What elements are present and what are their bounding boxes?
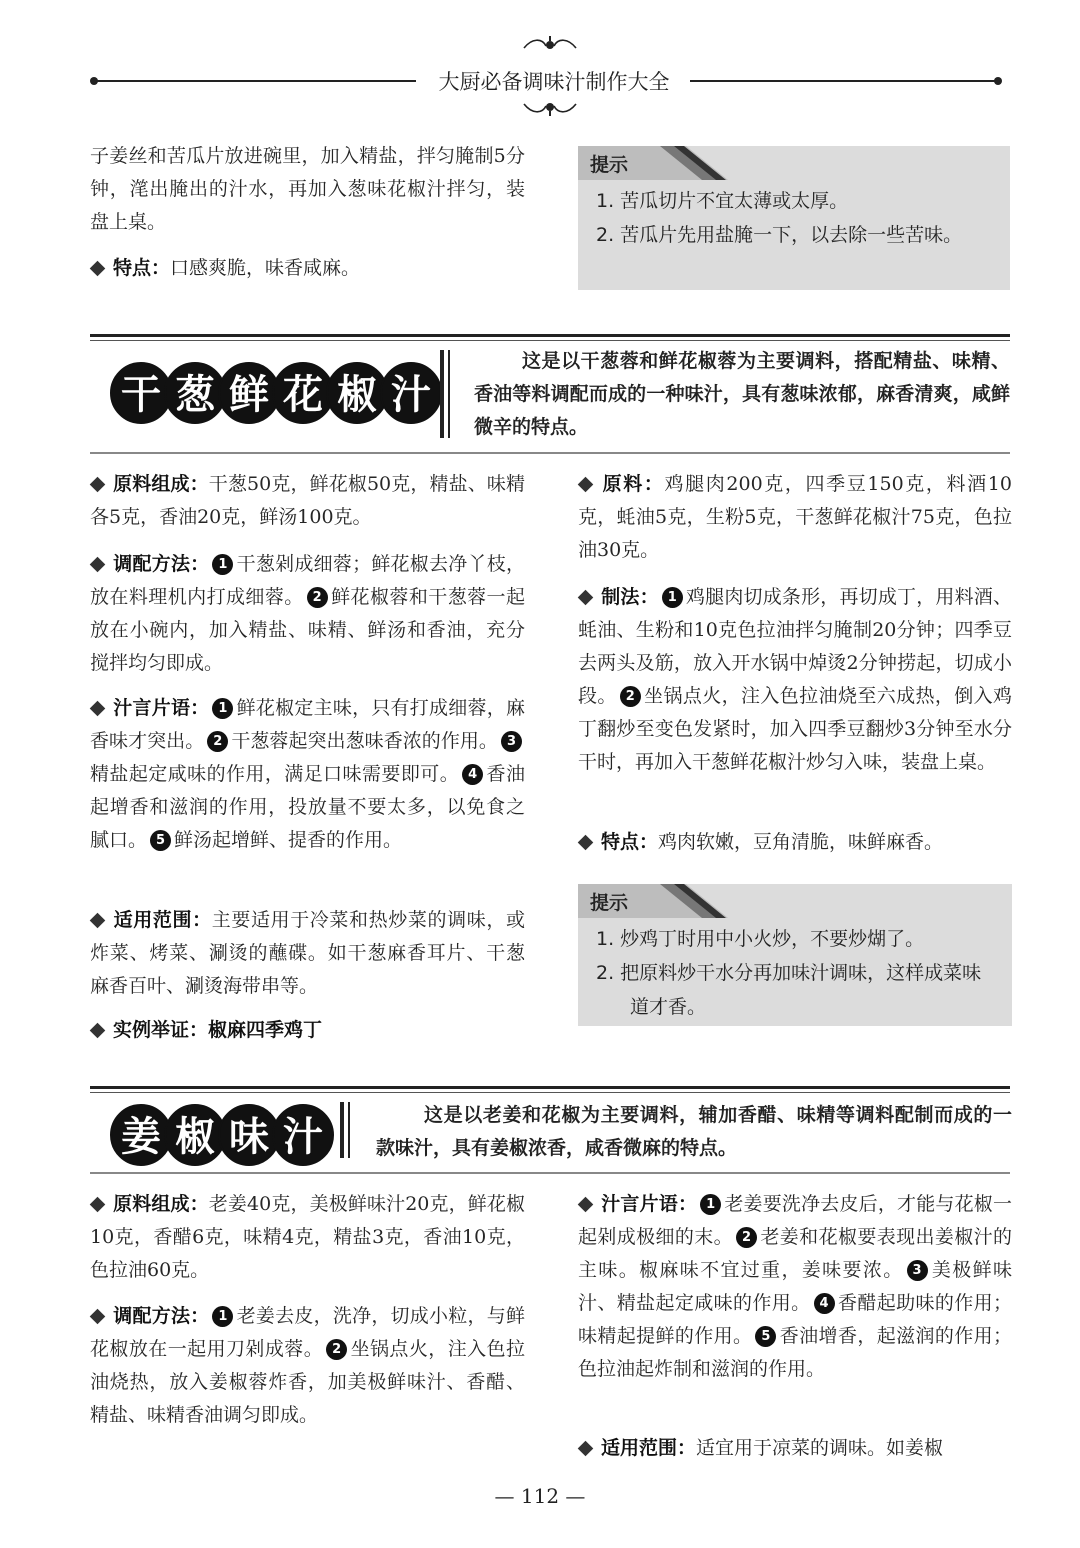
step-number-icon: 2 [307,587,328,608]
tip-item: 1. 炒鸡丁时用中小火炒，不要炒煳了。 [596,928,925,950]
header-rule [690,80,996,82]
running-header [90,32,1010,132]
diamond-bullet-icon [578,1196,594,1212]
section-title-gancong-xianhuajiao: 干 葱 鲜 花 椒 汁 [110,362,434,424]
step-number-icon: 1 [212,554,233,575]
step-number-icon: 5 [755,1326,776,1347]
diamond-bullet-icon [90,912,106,928]
example-paragraph: 实例举证：椒麻四季鸡丁 [90,1014,525,1047]
tip-label: 提示 [590,892,629,914]
step-number-icon: 1 [662,587,683,608]
diamond-bullet-icon [90,700,106,716]
diamond-bullet-icon [90,1196,106,1212]
step-number-icon: 5 [150,830,171,851]
section-title-jiangjiao: 姜 椒 味 汁 [110,1104,326,1166]
diamond-bullet-icon [90,1022,106,1038]
notes-paragraph: 汁言片语： 1 鲜花椒定主味，只有打成细蓉，麻香味才突出。 2 干葱蓉起突出葱味香浓的作用。 3精盐起定咸味的作用，满足口味需要即可。 4 香油起增香和滋润的作用，投放量不要太多，以免食之腻口。 5 鲜汤起增鲜、提香的作用。 [90,697,525,851]
step-number-icon: 3 [907,1260,928,1281]
section-divider [348,1102,350,1158]
ornament-icon [520,34,580,56]
step-number-icon: 2 [620,686,641,707]
diamond-bullet-icon [90,1308,106,1324]
diamond-bullet-icon [90,476,106,492]
section-divider [448,350,450,438]
tip-box [578,884,1012,1026]
step-number-icon: 3 [501,731,522,752]
section-rule [90,334,1010,337]
scope-paragraph: 适用范围：主要适用于冷菜和热炒菜的调味，或炸菜、烤菜、涮烫的蘸碟。如干葱麻香耳片、干葱麻香百叶、涮烫海带串等。 [90,909,525,997]
step-number-icon: 1 [212,698,233,719]
ingredients-paragraph: 原料组成：老姜40克，美极鲜味汁20克，鲜花椒10克，香醋6克，味精4克，精盐3克，香油10克，色拉油60克。 [90,1193,525,1281]
tip-item: 2. 苦瓜片先用盐腌一下，以去除一些苦味。 [596,224,963,246]
header-rule-dot [994,77,1002,85]
diamond-bullet-icon [90,556,106,572]
section-rule [90,340,1010,341]
diamond-bullet-icon [578,589,594,605]
dish-feature-paragraph: 特点：鸡肉软嫩，豆角清脆，味鲜麻香。 [578,826,1012,859]
step-number-icon: 1 [212,1306,233,1327]
dish-method-paragraph: 制法： 1 鸡腿肉切成条形，再切成丁，用料酒、蚝油、生粉和10克色拉油拌匀腌制20分钟；四季豆去两头及筋，放入开水锅中焯烫2分钟捞起，切成小段。 2 坐锅点火，注入色拉油烧至六成热，倒入鸡丁翻炒至变色发紧时，加入四季豆翻炒3分钟至水分干时，再加入干葱鲜花椒汁炒匀入味，装盘上桌。 [578,586,1012,773]
method-paragraph: 调配方法： 1 干葱剁成细蓉；鲜花椒去净丫枝，放在料理机内打成细蓉。 2 鲜花椒蓉和干葱蓉一起放在小碗内，加入精盐、味精、鲜汤和香油，充分搅拌均匀即成。 [90,553,525,674]
ingredients-paragraph: 原料组成：干葱50克，鲜花椒50克，精盐、味精各5克，香油20克，鲜汤100克。 [90,473,525,528]
ornament-icon [520,96,580,118]
dish-materials-paragraph: 原料：鸡腿肉200克，四季豆150克，料酒10克，蚝油5克，生粉5克，干葱鲜花椒汁75克，色拉油30克。 [578,473,1012,561]
tip-list [596,922,1000,1024]
tip-list [596,184,998,252]
section-divider [440,350,444,438]
step-number-icon: 2 [326,1339,347,1360]
method-paragraph: 调配方法： 1 老姜去皮，洗净，切成小粒，与鲜花椒放在一起用刀剁成蓉。 2 坐锅点火，注入色拉油烧热，放入姜椒蓉炸香，加美极鲜味汁、香醋、精盐、味精香油调匀即成。 [90,1305,525,1426]
page-number: — 112 — [494,1484,586,1508]
section-rule [90,1086,1010,1089]
header-rule [94,80,416,82]
notes-paragraph: 汁言片语： 1 老姜要洗净去皮后，才能与花椒一起剁成极细的末。 2 老姜和花椒要表现出姜椒汁的主味。椒麻味不宜过重，姜味要浓。 3 美极鲜味汁、精盐起定咸味的作用。 4 香醋起助味的作用；味精起提鲜的作用。 5 香油增香，起滋润的作用；色拉油起炸制和滋润的作用。 [578,1193,1012,1380]
scope-paragraph: 适用范围：适宜用于凉菜的调味。如姜椒 [578,1432,1012,1465]
diamond-bullet-icon [90,260,106,276]
step-number-icon: 4 [462,764,483,785]
diamond-bullet-icon [578,476,594,492]
tip-label: 提示 [590,154,629,176]
section-rule [90,1092,1010,1093]
step-number-icon: 2 [736,1227,757,1248]
recipe-continuation: 子姜丝和苦瓜片放进碗里，加入精盐，拌匀腌制5分钟，滗出腌出的汁水，再加入葱味花椒汁拌匀，装盘上桌。 [90,145,525,233]
diamond-bullet-icon [578,1440,594,1456]
step-number-icon: 1 [700,1194,721,1215]
feature-line: 特点：口感爽脆，味香咸麻。 [90,252,525,285]
section-rule [90,1172,1010,1174]
section-rule [90,452,1010,454]
book-title: 大厨必备调味汁制作大全 [438,70,670,94]
section-intro: 这是以干葱蓉和鲜花椒蓉为主要调料，搭配精盐、味精、香油等料调配而成的一种味汁，具有葱味浓郁，麻香清爽，咸鲜微辛的特点。 [474,350,1010,438]
tip-box [578,146,1010,290]
step-number-icon: 2 [207,731,228,752]
section-divider [340,1102,344,1158]
section-intro: 这是以老姜和花椒为主要调料，辅加香醋、味精等调料配制而成的一款味汁，具有姜椒浓香，咸香微麻的特点。 [376,1104,1012,1159]
diamond-bullet-icon [578,834,594,850]
step-number-icon: 4 [814,1293,835,1314]
tip-item: 1. 苦瓜切片不宜太薄或太厚。 [596,190,849,212]
tip-item: 2. 把原料炒干水分再加味汁调味，这样成菜味道才香。 [596,962,982,1018]
